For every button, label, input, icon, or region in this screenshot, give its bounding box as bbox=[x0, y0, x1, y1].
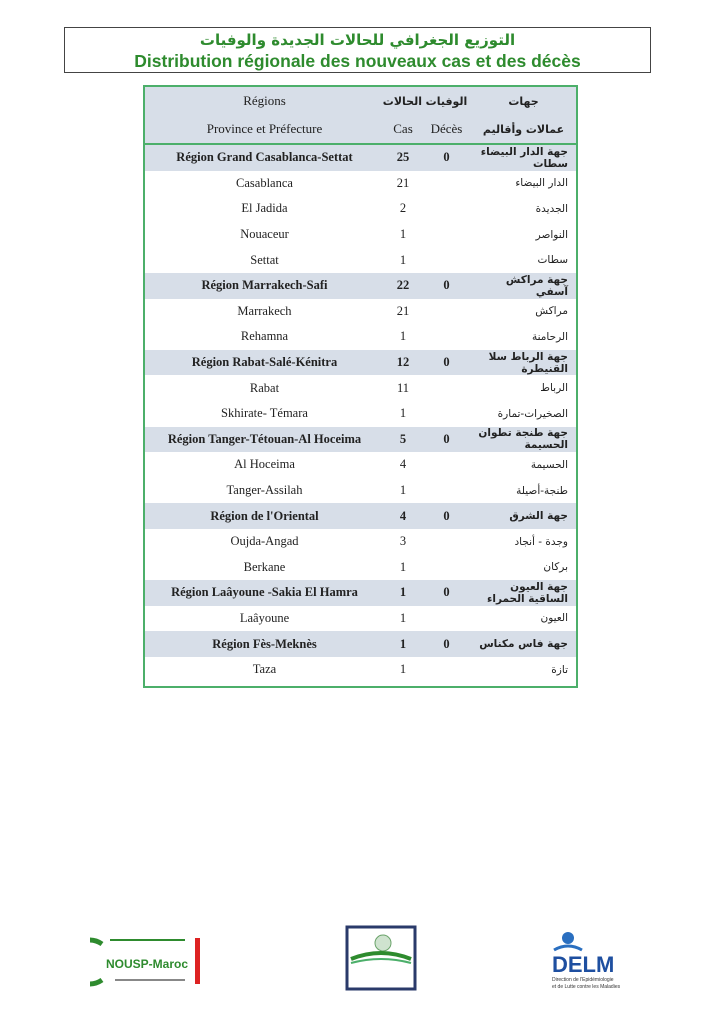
cell-cases: 1 bbox=[399, 559, 407, 574]
header-province-ar: عمالات وأقاليم bbox=[471, 115, 576, 144]
cell-deaths: 0 bbox=[443, 355, 450, 370]
cell-name-ar: طنجة-أصيلة bbox=[516, 484, 568, 497]
cell-name-ar: جهة طنجة تطوان الحسيمة bbox=[478, 427, 568, 452]
cell-deaths: 0 bbox=[443, 431, 450, 446]
cell-deaths: 0 bbox=[443, 508, 450, 523]
cell-name: Oujda-Angad bbox=[230, 534, 299, 549]
cell-name-ar: مراكش bbox=[535, 305, 568, 318]
province-row bbox=[145, 324, 576, 350]
cell-name-ar: النواصر bbox=[535, 228, 568, 241]
table-header-row-1 bbox=[145, 87, 576, 115]
cell-name-ar: الرحامنة bbox=[531, 330, 568, 343]
cell-name: Berkane bbox=[243, 559, 286, 574]
cell-name-ar: الصخيرات-تمارة bbox=[497, 407, 568, 420]
cell-name: Casablanca bbox=[236, 175, 293, 190]
cell-deaths bbox=[422, 324, 471, 350]
header-deaths-ar: الوفيات bbox=[425, 94, 468, 108]
title-box bbox=[64, 27, 651, 73]
cell-cases: 1 bbox=[399, 636, 407, 651]
nousp-logo-text: NOUSP-Maroc bbox=[106, 957, 189, 971]
province-row bbox=[145, 299, 576, 325]
region-row bbox=[145, 503, 576, 529]
cell-cases: 3 bbox=[399, 534, 407, 549]
cell-deaths: 0 bbox=[443, 150, 450, 165]
cell-cases: 1 bbox=[399, 406, 407, 421]
cell-name-ar: جهة الدار البيضاء سطات bbox=[480, 145, 568, 170]
cell-name: Région Fès-Meknès bbox=[212, 636, 317, 651]
cell-name-ar: جهة العيون الساقية الحمراء bbox=[486, 580, 568, 605]
cell-deaths bbox=[422, 478, 471, 504]
cell-name: Settat bbox=[250, 252, 279, 267]
cell-cases: 5 bbox=[399, 431, 407, 446]
distribution-table bbox=[143, 85, 578, 688]
cell-name: Nouaceur bbox=[240, 227, 289, 242]
cell-deaths bbox=[422, 196, 471, 222]
table-header-row-2 bbox=[145, 115, 576, 144]
cell-cases: 12 bbox=[396, 355, 410, 370]
cell-deaths bbox=[422, 452, 471, 478]
cell-name: Région Marrakech-Safi bbox=[201, 278, 328, 293]
cell-deaths bbox=[422, 529, 471, 555]
cell-cases: 1 bbox=[399, 610, 407, 625]
delm-logo-text: DELM bbox=[552, 952, 615, 977]
cell-cases: 22 bbox=[396, 278, 410, 293]
cell-name-ar: جهة فاس مكناس bbox=[479, 638, 568, 651]
cell-name: Laâyoune bbox=[239, 610, 290, 625]
cell-name: Rehamna bbox=[240, 329, 289, 344]
province-row bbox=[145, 478, 576, 504]
cell-name-ar: الرباط bbox=[540, 382, 568, 395]
province-row bbox=[145, 375, 576, 401]
cell-cases: 21 bbox=[396, 175, 410, 190]
province-row bbox=[145, 555, 576, 581]
province-row bbox=[145, 452, 576, 478]
region-row bbox=[145, 350, 576, 376]
cell-name: Région Tanger-Tétouan-Al Hoceima bbox=[167, 431, 362, 446]
header-cases: Cas bbox=[384, 115, 422, 144]
cell-deaths: 0 bbox=[443, 278, 450, 293]
cell-cases: 4 bbox=[399, 508, 407, 523]
cell-deaths bbox=[422, 401, 471, 427]
cell-cases: 1 bbox=[399, 483, 407, 498]
cell-cases: 4 bbox=[399, 457, 407, 472]
cell-name: Région Laâyoune -Sakia El Hamra bbox=[171, 585, 358, 600]
delm-caption-1: Direction de l'Epidémiologie bbox=[552, 977, 614, 983]
cell-name-ar: جهة الرباط سلا القنيطرة bbox=[488, 350, 568, 375]
region-row bbox=[145, 273, 576, 299]
cell-deaths bbox=[422, 222, 471, 248]
province-row bbox=[145, 606, 576, 632]
delm-logo bbox=[548, 928, 638, 990]
cell-deaths: 0 bbox=[443, 585, 450, 600]
cell-cases: 11 bbox=[396, 380, 410, 395]
cell-cases: 21 bbox=[396, 303, 410, 318]
title-arabic: التوزيع الجغرافي للحالات الجديدة والوفيات bbox=[199, 31, 516, 49]
cell-name: Région de l'Oriental bbox=[210, 508, 319, 523]
cell-name: El Jadida bbox=[241, 201, 288, 216]
header-cases-ar: الحالات bbox=[382, 94, 422, 108]
cell-name: Rabat bbox=[249, 380, 280, 395]
province-row bbox=[145, 196, 576, 222]
cell-deaths bbox=[422, 171, 471, 197]
nousp-maroc-logo bbox=[90, 930, 205, 990]
cell-name: Taza bbox=[252, 662, 277, 677]
ministry-logo bbox=[345, 925, 417, 991]
header-province: Province et Préfecture bbox=[145, 115, 384, 144]
region-row bbox=[145, 580, 576, 606]
cell-name-ar: جهة الشرق bbox=[509, 510, 568, 523]
cell-deaths bbox=[422, 247, 471, 273]
cell-name-ar: الجديدة bbox=[535, 202, 568, 215]
delm-caption-2: et de Lutte contre les Maladies bbox=[552, 984, 621, 990]
province-row bbox=[145, 222, 576, 248]
cell-cases: 1 bbox=[399, 227, 407, 242]
header-regions: Régions bbox=[243, 93, 286, 108]
cell-cases: 1 bbox=[399, 329, 407, 344]
province-row bbox=[145, 171, 576, 197]
cell-name: Marrakech bbox=[237, 303, 292, 318]
cell-name: Région Grand Casablanca-Settat bbox=[176, 150, 353, 165]
cell-name-ar: الدار البيضاء bbox=[515, 177, 568, 190]
cell-deaths bbox=[422, 375, 471, 401]
cell-name-ar: وجدة - أنجاد bbox=[514, 535, 568, 548]
cell-name: Tanger-Assilah bbox=[226, 483, 303, 498]
cell-name-ar: الحسيمة bbox=[530, 458, 568, 471]
cell-deaths: 0 bbox=[443, 636, 450, 651]
cell-name-ar: سطات bbox=[537, 254, 568, 267]
table-body bbox=[145, 144, 576, 682]
cell-name-ar: تازة bbox=[551, 663, 568, 676]
province-row bbox=[145, 657, 576, 683]
province-row bbox=[145, 247, 576, 273]
header-deaths: Décès bbox=[422, 115, 471, 144]
region-row bbox=[145, 427, 576, 453]
title-french: Distribution régionale des nouveaux cas et des décès bbox=[134, 51, 581, 71]
cell-name: Région Rabat-Salé-Kénitra bbox=[191, 355, 338, 370]
region-row bbox=[145, 144, 576, 171]
cell-cases: 1 bbox=[399, 252, 407, 267]
cell-name-ar: بركان bbox=[543, 561, 568, 574]
cell-cases: 25 bbox=[396, 150, 410, 165]
cell-deaths bbox=[422, 299, 471, 325]
cell-cases: 1 bbox=[399, 662, 407, 677]
cell-name-ar: العيون bbox=[540, 612, 568, 625]
cell-cases: 2 bbox=[399, 201, 407, 216]
province-row bbox=[145, 401, 576, 427]
cell-deaths bbox=[422, 555, 471, 581]
cell-cases: 1 bbox=[399, 585, 407, 600]
cell-name-ar: جهة مراكش آسفي bbox=[505, 273, 568, 298]
header-regions-ar: جهات bbox=[508, 94, 539, 108]
cell-name: Al Hoceima bbox=[234, 457, 295, 472]
cell-deaths bbox=[422, 657, 471, 683]
region-row bbox=[145, 631, 576, 657]
cell-deaths bbox=[422, 606, 471, 632]
province-row bbox=[145, 529, 576, 555]
cell-name: Skhirate- Témara bbox=[221, 406, 308, 421]
